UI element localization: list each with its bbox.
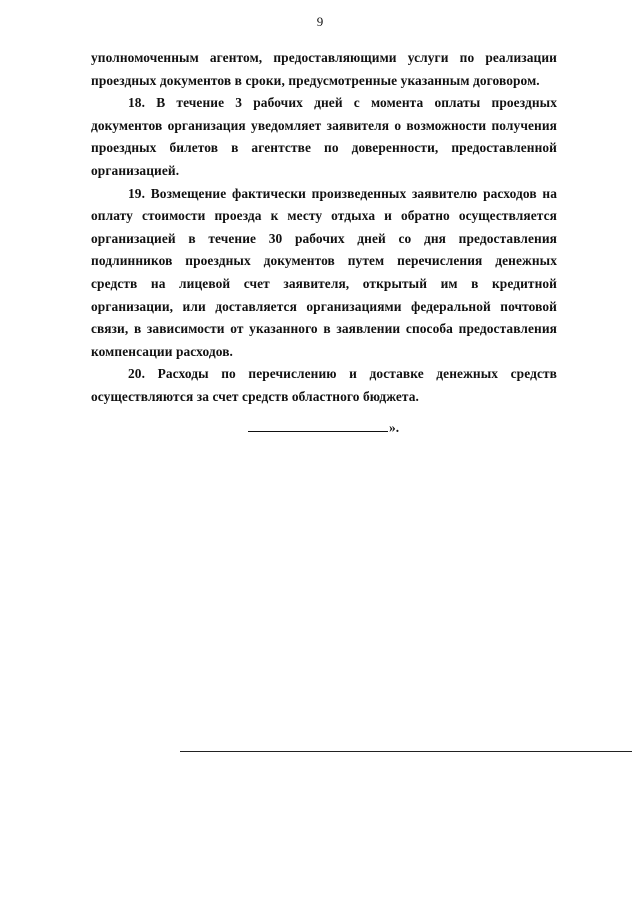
closing-quote-mark: ».: [389, 420, 400, 435]
paragraph-20: 20. Расходы по перечислению и доставке денежных средств осуществляются за счет средств областного бюджета.: [91, 366, 557, 404]
page-number: 9: [316, 14, 324, 29]
document-body: [91, 47, 557, 409]
paragraph-18: 18. В течение 3 рабочих дней с момента оплаты проездных документов организация уведомляет заявителя о возможности получения проездных билетов в агентстве по доверенности, предоставленной организацией.: [91, 95, 557, 178]
closing-line: [248, 420, 399, 436]
paragraph-continuation: уполномоченным агентом, предоставляющими услуги по реализации проездных документов в сроки, предусмотренные указанным договором.: [91, 50, 557, 88]
paragraph-19: 19. Возмещение фактически произведенных заявителю расходов на оплату стоимости проезда к месту отдыха и обратно осуществляется организацией в течение 30 рабочих дней со дня предоставления подлинников проездных документов путем перечисления денежных средств на лицевой счет заявителя, открытый им в кредитной организации, или доставляется организациями федеральной почтовой связи, в зависимости от указанного в заявлении способа предоставления компенсации расходов.: [91, 185, 557, 359]
closing-rule: [248, 421, 388, 432]
bottom-divider: [180, 751, 632, 752]
